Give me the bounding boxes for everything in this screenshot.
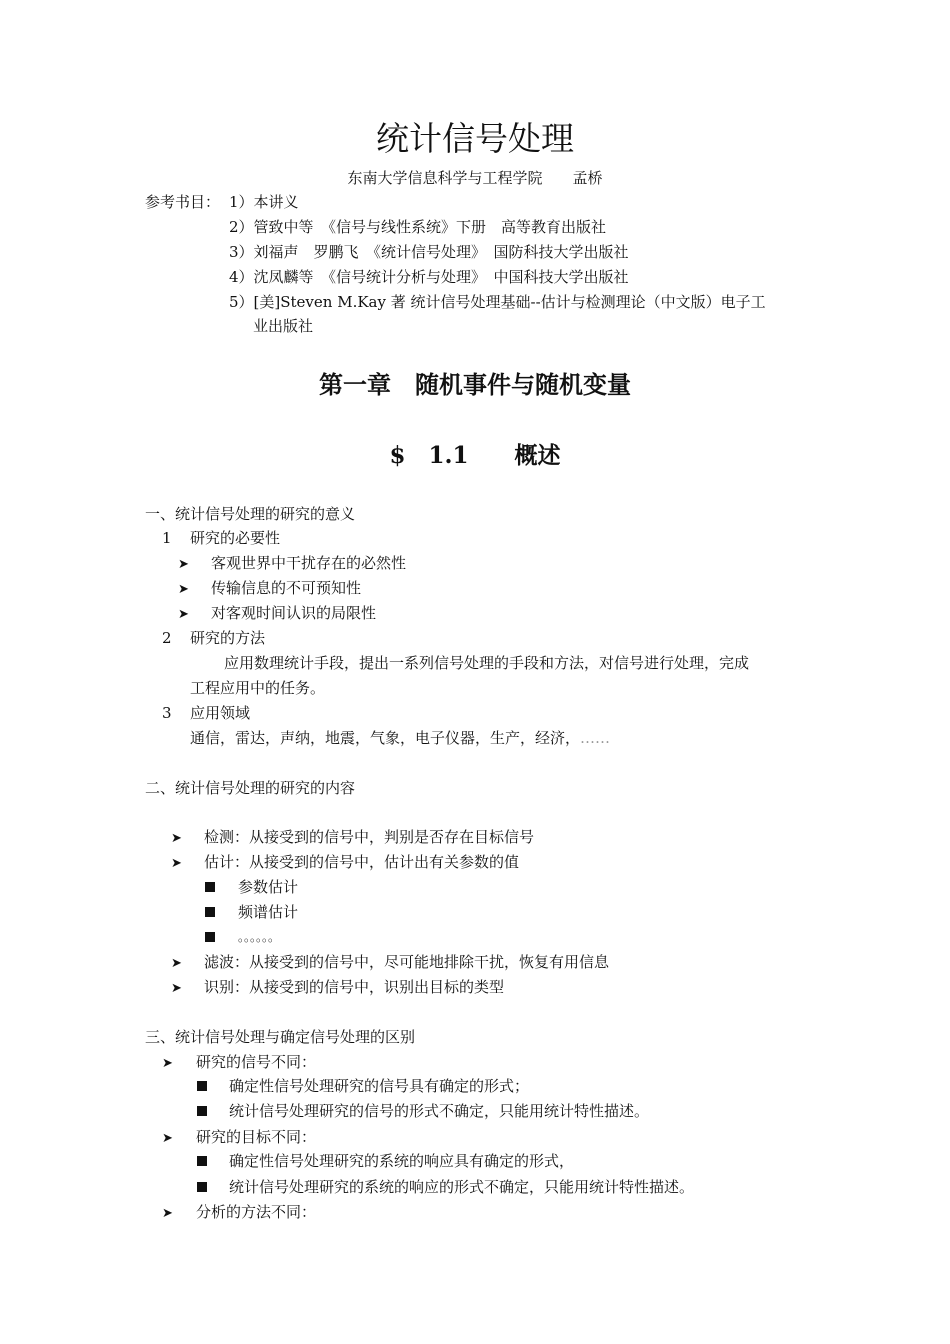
part2-bullet-1-text: 检测：从接受到的信号中，判别是否存在目标信号	[204, 828, 535, 846]
part1-num-1: 1	[162, 529, 172, 547]
part3-bullet-3-text: 分析的方法不同：	[196, 1203, 317, 1221]
part2-bullet-4-text: 识别：从接受到的信号中，识别出目标的类型	[204, 978, 505, 996]
references-label: 参考书目：	[145, 193, 221, 211]
reference-item-4: 4）沈凤麟等 《信号统计分析与处理》 中国科技大学出版社	[229, 268, 629, 286]
square-bullet-icon	[205, 882, 215, 892]
part1-method-para-line1: 应用数理统计手段，提出一系列信号处理的手段和方法，对信号进行处理，完成	[224, 654, 750, 672]
part1-fields-ellipsis: ……	[580, 729, 611, 747]
part1-num-2: 2	[162, 629, 172, 647]
part2-bullet-3-text: 滤波：从接受到的信号中，尽可能地排除干扰，恢复有用信息	[204, 953, 610, 971]
part2-bullet-2	[171, 852, 187, 874]
part2-bullet-3	[171, 952, 187, 974]
square-bullet-icon	[205, 907, 215, 917]
part2-sub-2-text: 频谱估计	[238, 903, 299, 921]
arrow-bullet-icon: ➤	[178, 607, 189, 622]
part3-b2-sub-2-text: 统计信号处理研究的系统的响应的形式不确定，只能用统计特性描述。	[229, 1178, 695, 1196]
part3-b1-sub-1-text: 确定性信号处理研究的信号具有确定的形式；	[229, 1077, 530, 1095]
part1-item-2-label: 研究的方法	[190, 629, 266, 647]
part2-bullet-1	[171, 827, 187, 849]
part1-bullet-2	[178, 578, 194, 600]
part3-b2-sub-1-text: 确定性信号处理研究的系统的响应具有确定的形式，	[229, 1152, 575, 1170]
part1-bullet-2-text: 传输信息的不可预知性	[211, 579, 362, 597]
reference-item-1: 1）本讲义	[229, 193, 299, 211]
part3-b1-sub-2-text: 统计信号处理研究的信号的形式不确定，只能用统计特性描述。	[229, 1102, 650, 1120]
part1-bullet-1-text: 客观世界中干扰存在的必然性	[211, 554, 407, 572]
part2-sub-3	[205, 927, 215, 947]
part2-sub-1-text: 参数估计	[238, 878, 299, 896]
arrow-bullet-icon: ➤	[171, 856, 182, 871]
square-bullet-icon	[197, 1081, 207, 1091]
arrow-bullet-icon: ➤	[171, 981, 182, 996]
reference-item-3: 3）刘福声 罗鹏飞 《统计信号处理》 国防科技大学出版社	[229, 243, 629, 261]
arrow-bullet-icon: ➤	[171, 956, 182, 971]
part2-bullet-4	[171, 977, 187, 999]
part2-sub-2	[205, 902, 215, 922]
arrow-bullet-icon: ➤	[162, 1206, 173, 1221]
part3-b2-sub-1	[197, 1151, 207, 1171]
part1-bullet-1	[178, 553, 194, 575]
part3-bullet-2-text: 研究的目标不同：	[196, 1128, 317, 1146]
part2-bullet-2-text: 估计：从接受到的信号中，估计出有关参数的值	[204, 853, 520, 871]
section-title: $ 1.1 概述	[389, 442, 561, 469]
part3-bullet-2	[162, 1127, 178, 1149]
part1-fields-text	[190, 728, 610, 748]
part1-method-para-line2: 工程应用中的任务。	[190, 679, 326, 697]
square-bullet-icon	[205, 932, 215, 942]
arrow-bullet-icon: ➤	[178, 557, 189, 572]
arrow-bullet-icon: ➤	[171, 831, 182, 846]
part3-bullet-3	[162, 1202, 178, 1224]
part3-bullet-1	[162, 1052, 178, 1074]
reference-item-5-cont: 业出版社	[253, 317, 314, 335]
part2-sub-3-text: 。。。。。。	[238, 930, 281, 944]
part2-heading: 二、统计信号处理的研究的内容	[145, 779, 356, 797]
arrow-bullet-icon: ➤	[162, 1131, 173, 1146]
part3-b2-sub-2	[197, 1177, 207, 1197]
author-line: 东南大学信息科学与工程学院 孟桥	[347, 169, 603, 187]
part1-item-3-label: 应用领域	[190, 704, 251, 722]
chapter-title: 第一章 随机事件与随机变量	[319, 371, 631, 399]
part3-heading: 三、统计信号处理与确定信号处理的区别	[145, 1028, 416, 1046]
part1-fields-list: 通信，雷达，声纳，地震，气象，电子仪器，生产，经济，	[190, 729, 581, 747]
part1-heading: 一、统计信号处理的研究的意义	[145, 505, 356, 523]
square-bullet-icon	[197, 1106, 207, 1116]
arrow-bullet-icon: ➤	[178, 582, 189, 597]
part1-num-3: 3	[162, 704, 172, 722]
part1-bullet-3-text: 对客观时间认识的局限性	[211, 604, 377, 622]
part1-bullet-3	[178, 603, 194, 625]
square-bullet-icon	[197, 1156, 207, 1166]
part3-b1-sub-1	[197, 1076, 207, 1096]
arrow-bullet-icon: ➤	[162, 1056, 173, 1071]
reference-item-2: 2）管致中等 《信号与线性系统》下册 高等教育出版社	[229, 218, 607, 236]
part1-item-1-label: 研究的必要性	[190, 529, 281, 547]
document-title: 统计信号处理	[376, 119, 574, 158]
part3-bullet-1-text: 研究的信号不同：	[196, 1053, 317, 1071]
part3-b1-sub-2	[197, 1101, 207, 1121]
reference-item-5: 5）[美]Steven M.Kay 著 统计信号处理基础--估计与检测理论（中文版）电子工	[229, 293, 766, 311]
square-bullet-icon	[197, 1182, 207, 1192]
part2-sub-1	[205, 877, 215, 897]
